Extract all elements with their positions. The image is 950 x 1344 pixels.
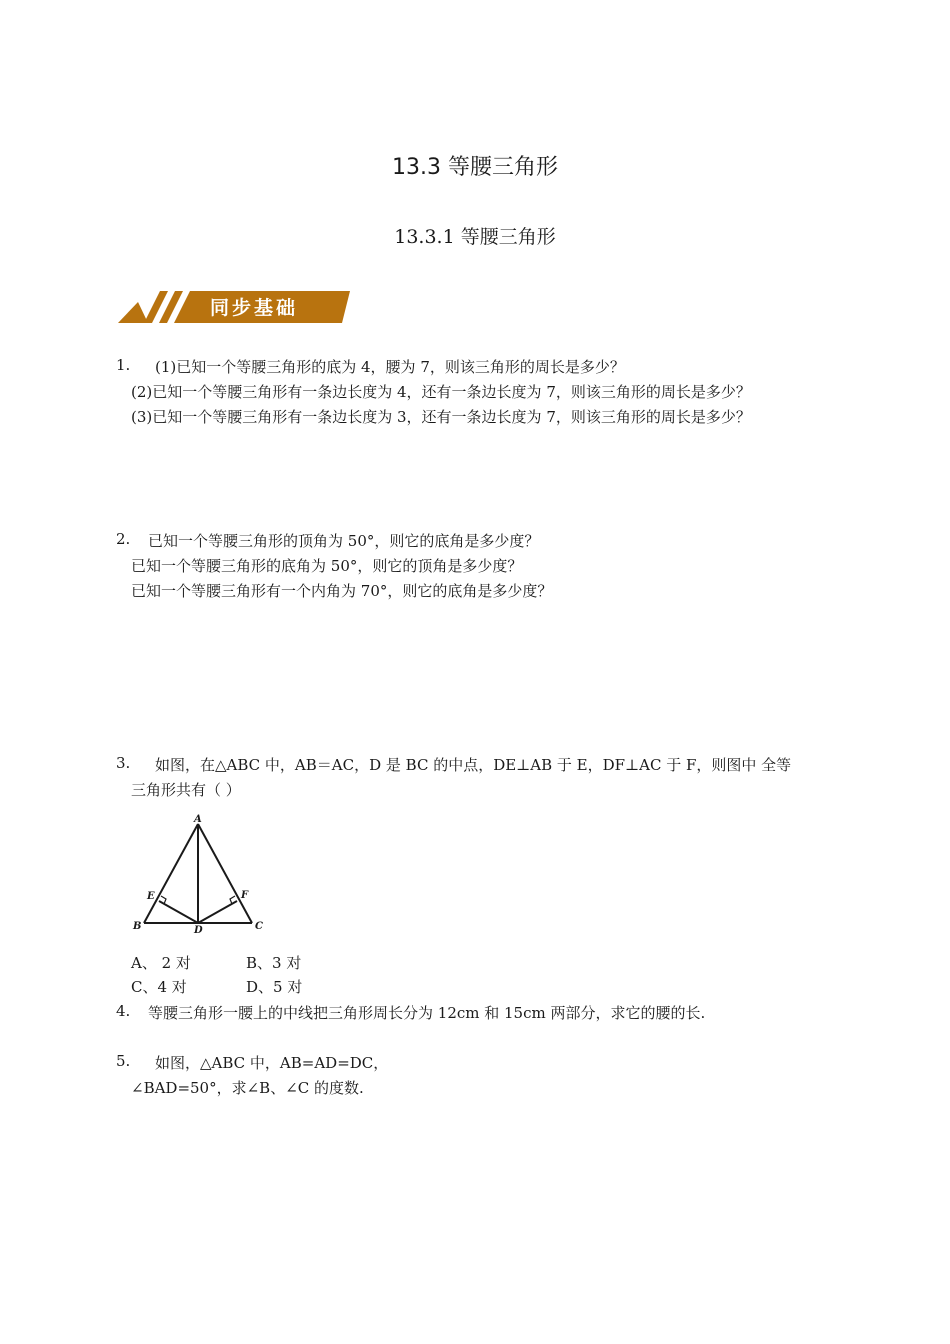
question-line: 已知一个等腰三角形的顶角为 50°，则它的底角是多少度？ [148,532,540,550]
chapter-title: 13.3 等腰三角形 [392,155,558,180]
banner-label: 同步基础 [210,297,299,319]
vertex-label-a: A [194,814,202,825]
vertex-label-f: F [241,890,249,901]
option-c[interactable]: C、4 对 [131,978,187,996]
vertex-label-d: D [194,925,203,936]
vertex-label-c: C [255,921,263,932]
triangle-diagram [128,812,268,937]
section-banner [118,290,350,324]
question-line: ∠BAD=50°，求∠B、∠C 的度数. [131,1079,364,1097]
question-number: 5. [116,1052,131,1070]
section-title: 13.3.1 等腰三角形 [394,226,556,248]
question-number: 4. [116,1002,131,1020]
question-number: 1. [116,356,131,374]
option-b[interactable]: B、3 对 [246,954,302,972]
question-line: (3)已知一个等腰三角形有一条边长度为 3，还有一条边长度为 7，则该三角形的周长是多少？ [131,408,751,426]
vertex-label-b: B [133,921,142,932]
question-line: 已知一个等腰三角形有一个内角为 70°，则它的底角是多少度？ [131,582,553,600]
option-d[interactable]: D、5 对 [246,978,303,996]
question-number: 2. [116,530,131,548]
vertex-label-e: E [147,891,155,902]
question-number: 3. [116,754,131,772]
question-line: (1)已知一个等腰三角形的底为 4，腰为 7，则该三角形的周长是多少？ [155,358,625,376]
question-line: 如图，△ABC 中，AB=AD=DC， [155,1054,389,1072]
question-line: 等腰三角形一腰上的中线把三角形周长分为 12cm 和 15cm 两部分，求它的腰的长. [148,1004,706,1022]
question-line: 如图，在△ABC 中，AB＝AC，D 是 BC 的中点，DE⊥AB 于 E，DF⊥AC 于 F，则图中 全等 [155,756,792,774]
question-line: 三角形共有（ ） [131,781,241,799]
question-line: 已知一个等腰三角形的底角为 50°，则它的顶角是多少度？ [131,557,523,575]
question-line: (2)已知一个等腰三角形有一条边长度为 4，还有一条边长度为 7，则该三角形的周长是多少？ [131,383,751,401]
triangle-figure [128,812,268,941]
option-a[interactable]: A、 2 对 [131,954,191,972]
